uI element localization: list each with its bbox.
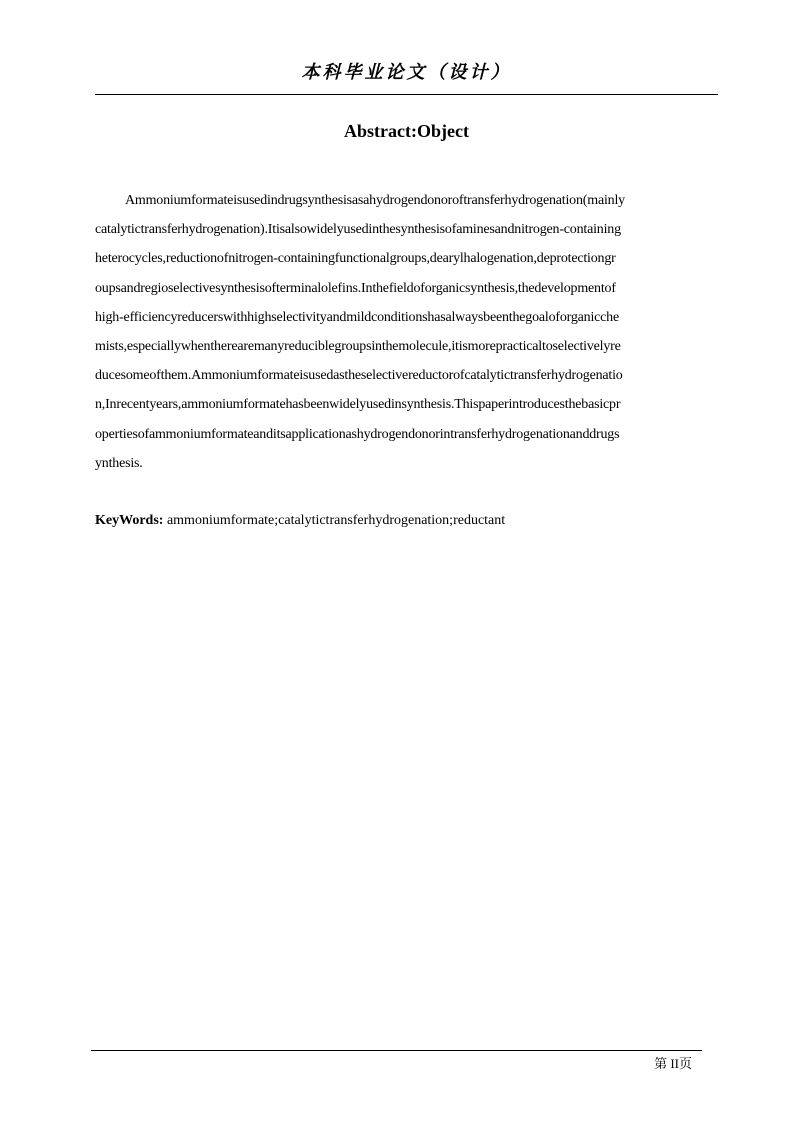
abstract-line: catalytictransferhydrogenation).Itisalsowidelyusedinthesynthesisofaminesandnitrogen-containing (95, 222, 621, 238)
keywords-paragraph (95, 509, 718, 533)
keywords-text: ammoniumformate;catalytictransferhydrogenation;reductant (166, 513, 506, 528)
abstract-line: heterocycles,reductionofnitrogen-containingfunctionalgroups,dearylhalogenation,deprotectiongr (95, 251, 616, 267)
abstract-line: ynthesis. (95, 455, 143, 471)
page-footer (91, 1050, 702, 1071)
abstract-title: Abstract:Object (344, 121, 469, 141)
abstract-line: Ammoniumformateisusedindrugsynthesisasahydrogendonoroftransferhydrogenation(mainly (125, 193, 625, 208)
abstract-line: ducesomeofthem.Ammoniumformateisusedastheselectivereductorofcatalytictransferhydrogenatio (95, 368, 623, 384)
abstract-line: oupsandregioselectivesynthesisofterminalolefins.Inthefieldoforganicsynthesis,thedevelopmentof (95, 280, 616, 296)
page-header (95, 58, 718, 95)
keywords-label: KeyWords: (95, 513, 164, 528)
abstract-line: mists,especiallywhentherearemanyreduciblegroupsinthemolecule,itismorepracticaltoselectivelyre (95, 339, 621, 355)
page-number: 第 II页 (654, 1056, 692, 1071)
abstract-line: high-efficiencyreducerswithhighselectivityandmildconditionshasalwaysbeenthegoaloforganicche (95, 309, 619, 325)
abstract-body (95, 186, 718, 478)
header-title: 本科毕业论文（设计） (301, 62, 512, 83)
abstract-line: opertiesofammoniumformateanditsapplicationashydrogendonorintransferhydrogenationanddrugs (95, 426, 620, 442)
abstract-line: n,Inrecentyears,ammoniumformatehasbeenwidelyusedinsynthesis.Thispaperintroducesthebasicpr (95, 397, 621, 413)
